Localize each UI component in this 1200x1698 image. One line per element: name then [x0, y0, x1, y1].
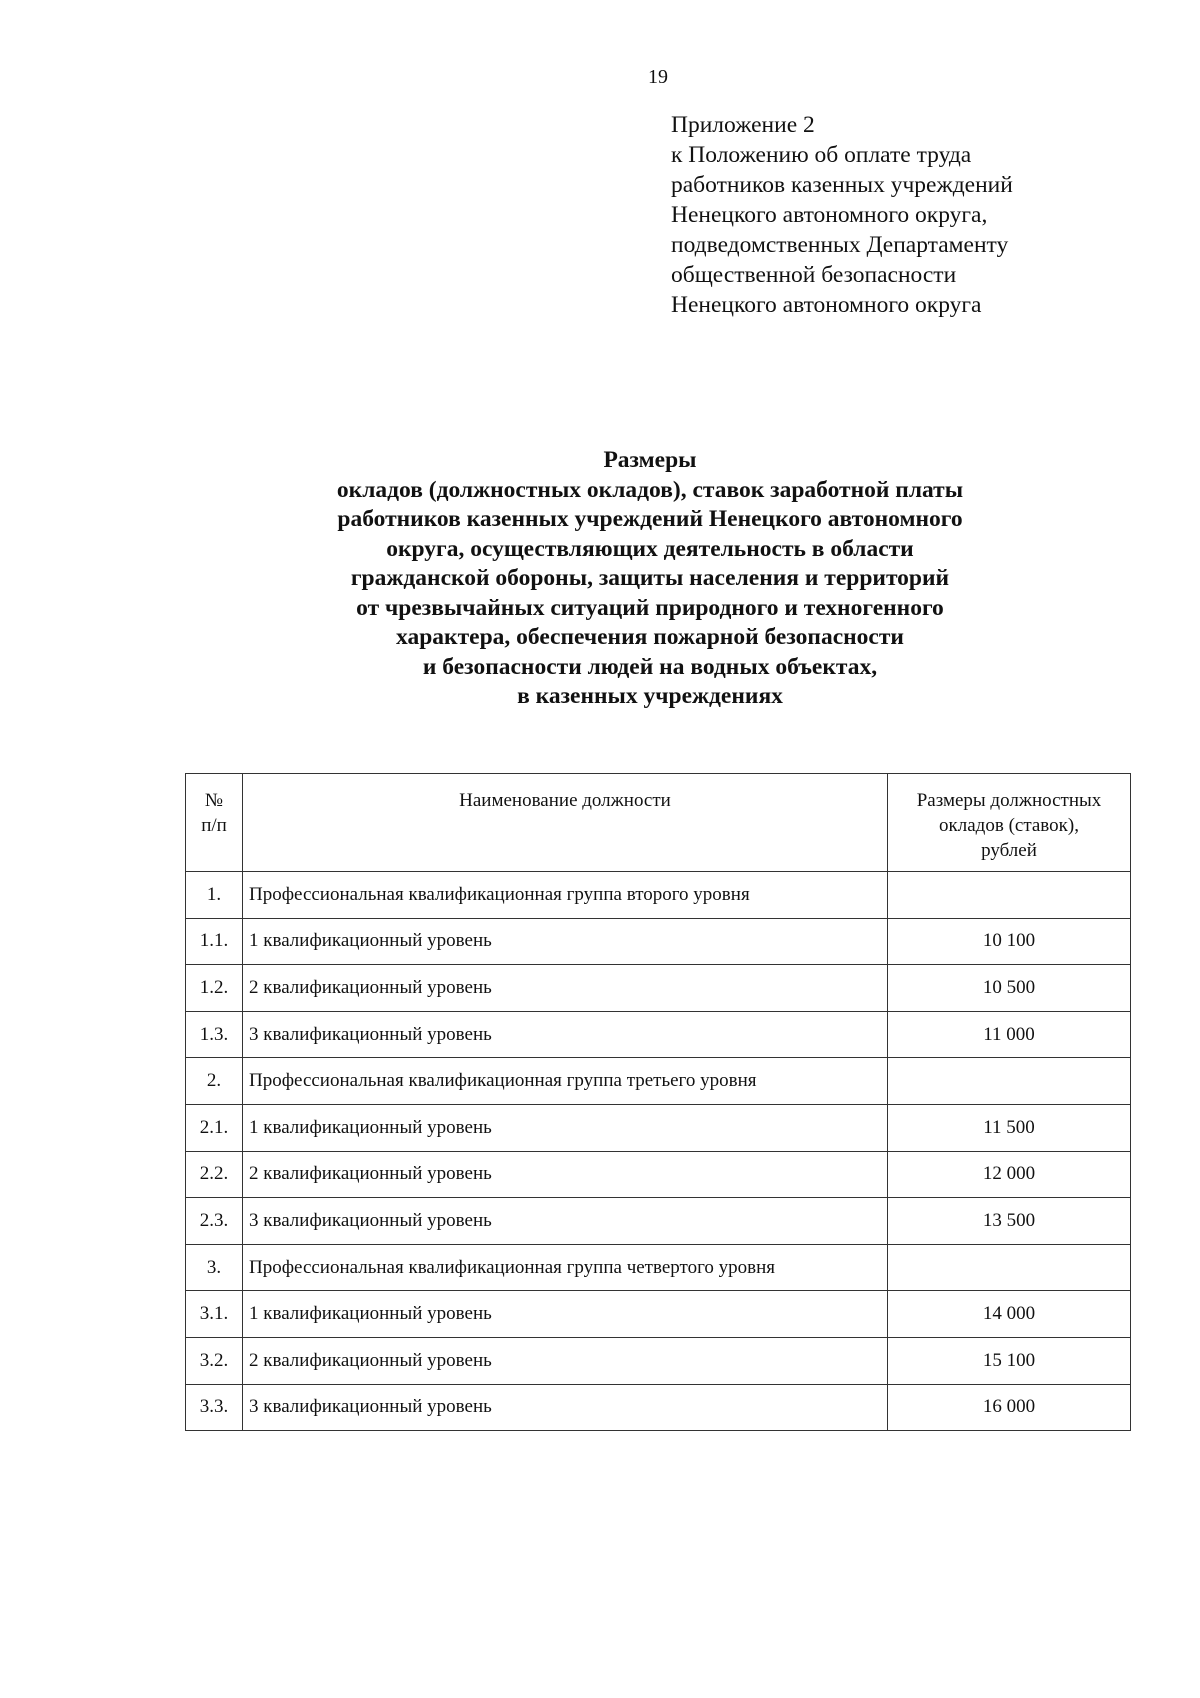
header-salary-line: рублей — [981, 840, 1037, 861]
salary-value: 13 500 — [888, 1198, 1131, 1245]
row-number: 2.2. — [186, 1151, 243, 1198]
salary-value: 11 500 — [888, 1104, 1131, 1151]
row-number: 3. — [186, 1244, 243, 1291]
salary-value: 11 000 — [888, 1011, 1131, 1058]
header-salary-line: Размеры должностных — [916, 790, 1102, 811]
salary-table — [185, 773, 1131, 1431]
table-header-row — [186, 774, 1131, 872]
page-number: 19 — [648, 66, 668, 88]
header-salary — [888, 774, 1131, 872]
heading-line: характера, обеспечения пожарной безопасности — [396, 624, 904, 650]
position-name: 2 квалификационный уровень — [243, 965, 888, 1012]
row-number: 1.2. — [186, 965, 243, 1012]
heading-line: работников казенных учреждений Ненецкого автономного — [337, 506, 963, 532]
table-row — [186, 1198, 1131, 1245]
heading-line: гражданской обороны, защиты населения и территорий — [350, 565, 950, 591]
salary-value: 10 100 — [888, 918, 1131, 965]
salary-value: 14 000 — [888, 1291, 1131, 1338]
table-row — [186, 1058, 1131, 1105]
appendix-line: Ненецкого автономного округа — [671, 292, 982, 318]
header-position-name: Наименование должности — [243, 774, 888, 872]
table-row — [186, 1151, 1131, 1198]
header-number-line: п/п — [201, 815, 227, 836]
row-number: 3.3. — [186, 1384, 243, 1431]
table-row — [186, 1291, 1131, 1338]
salary-value — [888, 1058, 1131, 1105]
table-row — [186, 872, 1131, 919]
header-number — [186, 774, 243, 872]
salary-value: 15 100 — [888, 1337, 1131, 1384]
table-row — [186, 1011, 1131, 1058]
position-name: 3 квалификационный уровень — [243, 1198, 888, 1245]
document-heading — [200, 446, 1100, 712]
heading-line: округа, осуществляющих деятельность в области — [386, 535, 914, 562]
position-name: 1 квалификационный уровень — [243, 918, 888, 965]
position-name: Профессиональная квалификационная группа второго уровня — [243, 872, 888, 919]
appendix-line: к Положению об оплате труда — [671, 142, 972, 168]
row-number: 2.3. — [186, 1198, 243, 1245]
position-name: 2 квалификационный уровень — [243, 1337, 888, 1384]
position-name: 3 квалификационный уровень — [243, 1384, 888, 1431]
row-number: 3.2. — [186, 1337, 243, 1384]
appendix-line: Ненецкого автономного округа, — [671, 202, 988, 228]
table-body — [186, 872, 1131, 1431]
position-name: 3 квалификационный уровень — [243, 1011, 888, 1058]
table-row — [186, 918, 1131, 965]
heading-line: в казенных учреждениях — [517, 683, 783, 709]
salary-value: 16 000 — [888, 1384, 1131, 1431]
appendix-line: подведомственных Департаменту — [671, 232, 1009, 258]
appendix-block — [671, 110, 1171, 320]
heading-title: Размеры — [603, 447, 697, 473]
position-name: 1 квалификационный уровень — [243, 1104, 888, 1151]
position-name: Профессиональная квалификационная группа третьего уровня — [243, 1058, 888, 1105]
row-number: 2. — [186, 1058, 243, 1105]
table-row — [186, 1104, 1131, 1151]
position-name: 2 квалификационный уровень — [243, 1151, 888, 1198]
salary-value — [888, 1244, 1131, 1291]
header-number-line: № — [204, 790, 224, 811]
heading-line: от чрезвычайных ситуаций природного и техногенного — [356, 594, 944, 621]
row-number: 1.3. — [186, 1011, 243, 1058]
appendix-line: работников казенных учреждений — [671, 172, 1013, 198]
appendix-line: Приложение 2 — [671, 112, 815, 138]
row-number: 1. — [186, 872, 243, 919]
appendix-line: общественной безопасности — [671, 262, 957, 288]
position-name: 1 квалификационный уровень — [243, 1291, 888, 1338]
heading-line: и безопасности людей на водных объектах, — [422, 653, 878, 680]
row-number: 3.1. — [186, 1291, 243, 1338]
table-row — [186, 1244, 1131, 1291]
position-name: Профессиональная квалификационная группа четвертого уровня — [243, 1244, 888, 1291]
row-number: 2.1. — [186, 1104, 243, 1151]
table-row — [186, 1337, 1131, 1384]
row-number: 1.1. — [186, 918, 243, 965]
salary-value: 10 500 — [888, 965, 1131, 1012]
table-row — [186, 965, 1131, 1012]
table-row — [186, 1384, 1131, 1431]
salary-value — [888, 872, 1131, 919]
salary-value: 12 000 — [888, 1151, 1131, 1198]
header-salary-line: окладов (ставок), — [939, 815, 1079, 836]
heading-line: окладов (должностных окладов), ставок заработной платы — [336, 476, 964, 503]
